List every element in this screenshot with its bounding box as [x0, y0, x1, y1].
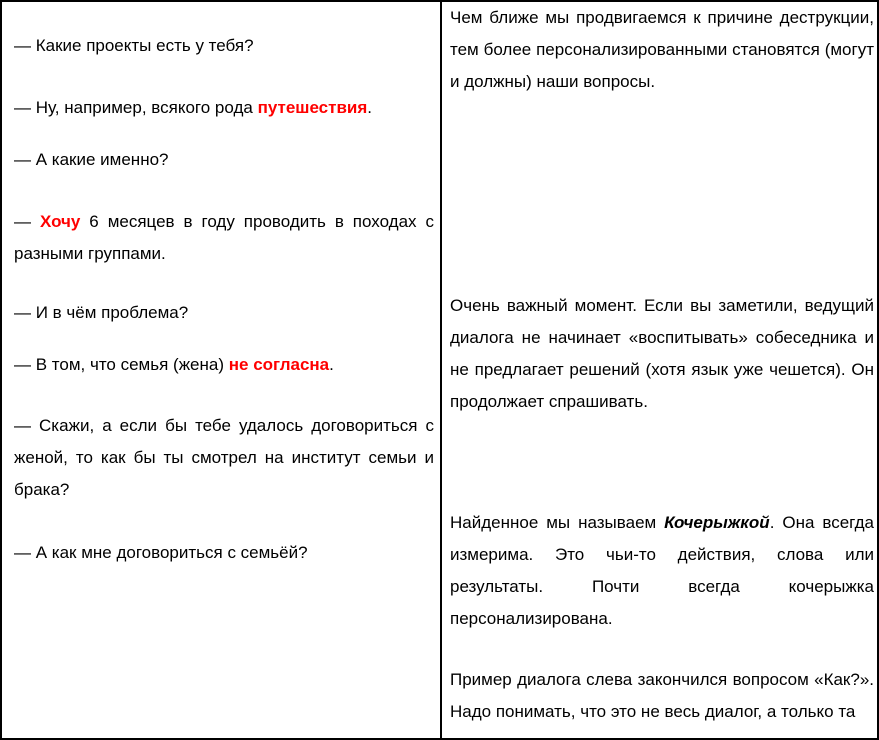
comment-text: . Она всегда измерима. Это чьи-то действия, слова или результаты. Почти всегда кочерыжка персонализирована. — [450, 513, 874, 628]
dialogue-column — [2, 2, 442, 738]
comment-paragraph-3 — [450, 507, 874, 635]
highlight-red-text: Хочу — [39, 212, 81, 231]
dialogue-text: — И в чём проблема? — [14, 303, 189, 322]
dialogue-text: — Какие проекты есть у тебя? — [14, 36, 254, 55]
dialogue-line-6 — [14, 349, 434, 381]
comment-paragraph-4: Пример диалога слева закончился вопросом «Как?». Надо понимать, что это не весь диалог, а только та — [450, 670, 874, 721]
dialogue-line-1 — [14, 30, 434, 62]
dialogue-text: — А как мне договориться с семьёй? — [14, 543, 308, 562]
dialogue-line-5 — [14, 297, 434, 329]
comment-paragraph-1: Чем ближе мы продвигаемся к причине деструкции, тем более персонализированными становятся (могут и должны) наши вопросы. — [450, 8, 874, 91]
dialogue-text: . — [367, 98, 373, 117]
dialogue-text: — В том, что семья (жена) — [14, 355, 229, 374]
dialogue-text: — А какие именно? — [14, 150, 169, 169]
highlight-red-text: не согласна — [228, 355, 330, 374]
dialogue-text: — — [14, 212, 40, 231]
highlight-red-text: путешествия — [257, 98, 368, 117]
dialogue-line-4 — [14, 206, 434, 270]
dialogue-text: 6 месяцев в году проводить в походах с разными группами. — [14, 212, 434, 263]
dialogue-line-2 — [14, 92, 434, 124]
comment-text: Найденное мы называем — [450, 513, 665, 532]
commentary-column — [442, 2, 877, 738]
term-kocheryzhka: Кочерыжкой — [664, 513, 770, 532]
comment-paragraph-2: Очень важный момент. Если вы заметили, ведущий диалога не начинает «воспитывать» собеседника и не предлагает решений (хотя язык уже чешется). Он продолжает спрашивать. — [450, 296, 874, 411]
dialogue-line-8 — [14, 537, 434, 569]
dialogue-text: — Скажи, а если бы тебе удалось договориться с женой, то как бы ты смотрел на институт семьи и брака? — [14, 416, 434, 499]
dialogue-line-3 — [14, 144, 434, 176]
dialogue-text: . — [329, 355, 334, 374]
dialogue-text: — Ну, например, всякого рода — [14, 98, 258, 117]
dialogue-line-7 — [14, 410, 434, 506]
